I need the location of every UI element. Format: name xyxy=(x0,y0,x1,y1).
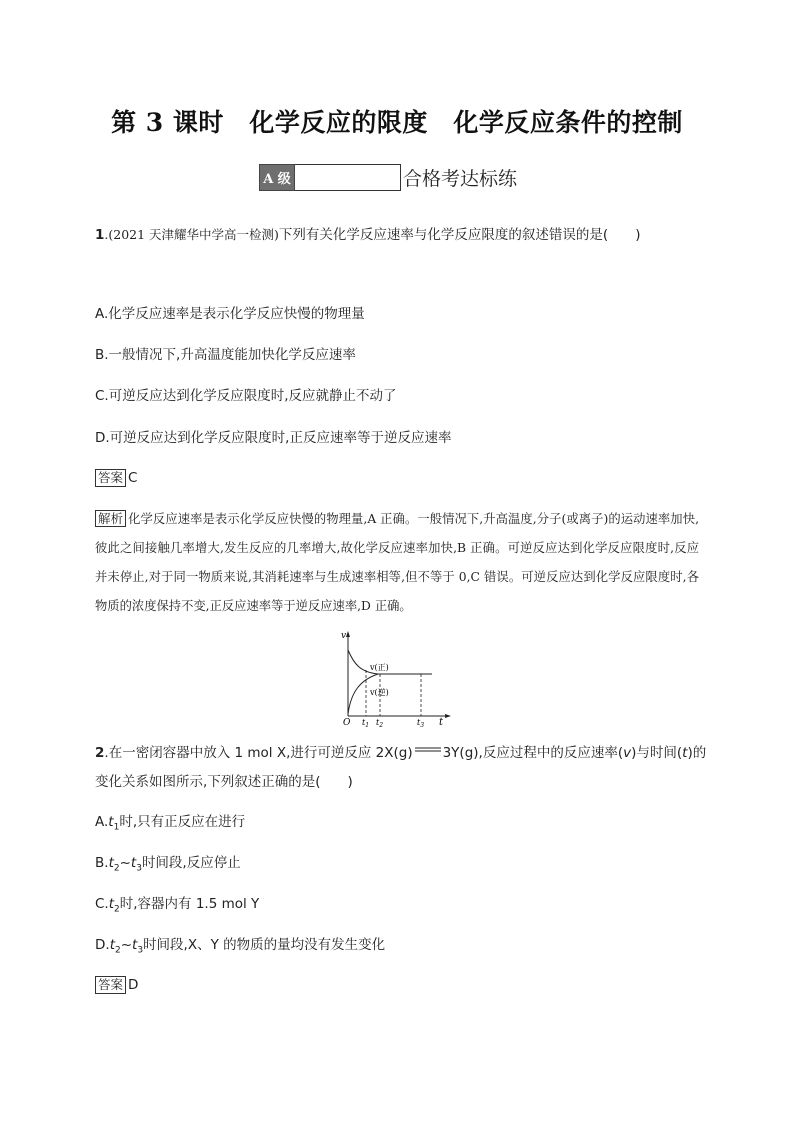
x-axis-arrow xyxy=(445,714,451,718)
level-badge: A 级 xyxy=(259,164,295,191)
page-title: 第 3 课时 化学反应的限度 化学反应条件的控制 xyxy=(111,108,683,137)
explanation-text: 化学反应速率是表示化学反应快慢的物理量,A 正确。一般情况下,升高温度,分子(或离子)的运动速率加快,彼此之间接触几率增大,发生反应的几率增大,故化学反应速率加快,B 正确。可逆反应达到化学反应限度时,反应并未停止,对于同一物质来说,其消耗速率与生成速率相等,但不等于 0,C 错误。可逆反应达到化学反应限度时,各物质的浓度保持不变,正反应速率等于逆反应速率,D 正确。 xyxy=(95,512,699,613)
t2-tick-label: $t_2$ xyxy=(376,718,384,728)
level-label: 合格考达标练 xyxy=(403,168,518,190)
origin-label: O xyxy=(343,718,351,728)
question-2-option-b: $B.t_2\sim t_3$时间段,反应停止 xyxy=(95,855,241,874)
question-1-source: .(2021 天津耀华中学高一检测) xyxy=(104,227,279,242)
question-1-explanation xyxy=(95,505,699,621)
forward-rate-label: v(正) xyxy=(370,663,389,672)
question-2-option-c: $C.t_2$时,容器内有 1.5 mol Y xyxy=(95,896,260,915)
answer-tag: 答案 xyxy=(95,469,126,487)
level-blank-box xyxy=(295,164,401,191)
question-1-text: 下列有关化学反应速率与化学反应限度的叙述错误的是( ) xyxy=(278,227,641,243)
reversible-arrow xyxy=(414,740,442,760)
question-2-option-a: $A.t_1$时,只有正反应在进行 xyxy=(95,814,246,833)
answer-value: D xyxy=(128,977,139,993)
question-1-number: 1 xyxy=(95,227,105,243)
reverse-rate-label: v(逆) xyxy=(370,688,389,697)
question-1-option-d: D.可逆反应达到化学反应限度时,正反应速率等于逆反应速率 xyxy=(95,430,452,446)
answer-value: C xyxy=(128,470,138,486)
question-1-stem xyxy=(95,225,640,245)
question-2-stem-line1: 2.在一密闭容器中放入 1 mol X,进行可逆反应 2X(g) 3Y(g),反应过程中的反应速率(v)与时间(t)的 xyxy=(95,743,706,763)
y-axis-arrow xyxy=(346,631,350,637)
question-1-option-b: B.一般情况下,升高温度能加快化学反应速率 xyxy=(95,347,356,363)
question-2-answer xyxy=(95,976,138,994)
forward-rate-curve xyxy=(348,650,432,674)
question-2-option-d: $D.t_2\sim t_3$时间段,X、Y 的物质的量均没有发生变化 xyxy=(95,937,386,956)
question-2-stem-line2: 变化关系如图所示,下列叙述正确的是( ) xyxy=(95,774,353,790)
question-2-number: 2 xyxy=(95,745,105,761)
t1-tick-label: $t_1$ xyxy=(362,718,370,728)
t3-tick-label: $t_3$ xyxy=(417,718,425,728)
rate-time-graph xyxy=(338,628,458,728)
y-axis-label: v xyxy=(341,631,347,641)
explanation-tag: 解析 xyxy=(95,510,126,527)
question-1-option-c: C.可逆反应达到化学反应限度时,反应就静止不动了 xyxy=(95,388,397,404)
answer-tag: 答案 xyxy=(95,976,126,994)
level-header xyxy=(259,164,517,191)
x-axis-label: t xyxy=(439,717,444,728)
question-1-answer xyxy=(95,469,137,487)
question-1-option-a: A.化学反应速率是表示化学反应快慢的物理量 xyxy=(95,306,365,322)
